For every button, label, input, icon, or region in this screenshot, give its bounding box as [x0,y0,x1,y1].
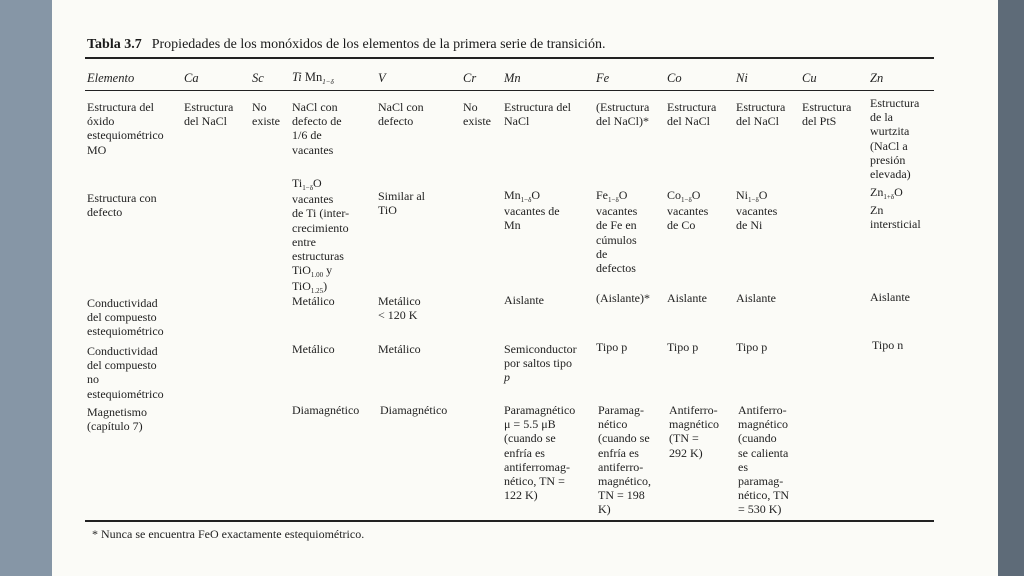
line: Tipo p [736,340,768,354]
header-ca: Ca [184,71,199,85]
line: Similar al [378,189,425,203]
formula-base: Ni [736,188,748,202]
row2-v [378,189,425,217]
line: estequiométrico [87,128,164,143]
line: presión [870,152,906,167]
line: por saltos tipo [504,356,572,371]
line: Metálico [292,294,335,308]
row1-ni [736,100,785,128]
formula-base: Mn [504,188,521,202]
formula [667,188,708,204]
line: enfría es [504,445,545,460]
header-ti-extra-sub: 1−δ [322,78,334,86]
line: Aislante [504,293,544,307]
row3-fe [596,291,650,305]
line: defecto [87,205,123,220]
line: K) [598,502,611,517]
line: 292 K) [669,445,703,460]
formula-base: TiO [292,263,311,278]
line: No [252,100,267,114]
row3-co [667,291,707,305]
line: Antiferro- [738,403,787,417]
line: del NaCl [184,114,227,129]
line: nético [598,417,628,432]
line: p [504,370,510,385]
line: existe [252,114,280,129]
row1-ca [184,100,233,128]
row1-mn [504,100,571,128]
line: antiferro- [598,459,644,474]
line: vacantes [736,204,778,219]
row3-v [378,294,421,322]
line: Aislante [736,291,776,305]
line: No [463,100,478,114]
line: defectos [596,261,636,276]
header-co: Co [667,71,682,85]
line: Aislante [667,291,707,305]
line: magnético [738,417,788,432]
document-page [52,0,998,576]
line: 122 K) [504,488,538,503]
line: nético, TN = [504,474,565,489]
line: de la [870,110,893,125]
line: intersticial [870,217,921,232]
formula-end: ) [323,279,328,294]
formula-sub: 1−δ [520,196,532,204]
formula-end: O [531,188,541,202]
line: magnético, [598,474,651,489]
line: Metálico [292,342,335,356]
line: Paramagnético [504,403,576,417]
header-sc: Sc [252,71,264,85]
header-fe: Fe [596,71,610,85]
row3-label [87,296,164,339]
formula-sub: 1+δ [883,193,895,201]
formula-base: Co [667,188,682,202]
line: estequiométrico [87,324,164,339]
row5-fe [598,403,651,517]
line: Semiconductor [504,342,577,356]
line: Antiferro- [669,403,718,417]
header-elemento: Elemento [87,71,135,85]
line: Estructura del [87,100,154,114]
line: Estructura [802,100,852,114]
row2-ti [292,176,349,296]
formula-end: O [313,176,322,190]
line: estructuras [292,249,344,264]
formula [292,263,349,279]
line: μ = 5.5 μB [504,417,556,432]
formula-sub: 1−δ [302,184,313,192]
formula-end: O [618,188,628,202]
top-rule [85,57,934,59]
line: vacantes [596,204,638,219]
row4-fe [596,340,627,354]
line: Estructura [667,100,717,114]
line: Metálico [378,342,421,356]
formula [736,188,777,204]
formula-sub: 1−δ [681,196,692,204]
row2-zn [870,185,921,232]
line: NaCl con [378,100,424,114]
line: Estructura con [87,191,157,205]
line: Estructura [184,100,234,114]
formula-base: Fe [596,188,608,202]
line: del compuesto [87,310,157,325]
line: defecto de [292,114,342,129]
formula-end: O [758,188,768,202]
footnote: * Nunca se encuentra FeO exactamente estequiométrico. [92,527,365,541]
formula [292,176,349,192]
row5-ni [738,403,789,517]
header-ti [292,70,334,86]
row1-ti [292,100,342,157]
row5-v [380,403,447,417]
row4-ni [736,340,767,354]
row3-ni [736,291,776,305]
row1-fe [596,100,649,128]
line: TiO [378,203,397,218]
line: Paramag- [598,403,644,417]
table-title [87,37,605,53]
line: Diamagnético [380,403,448,417]
line: es [738,459,748,474]
line: de Ni [736,218,763,233]
line: Mn [504,218,521,233]
header-mn: Mn [504,71,521,85]
line: = 530 K) [738,502,782,517]
formula-sub: 1.00 [310,271,324,280]
row1-co [667,100,716,128]
row4-co [667,340,698,354]
line: de Co [667,218,696,233]
line: del NaCl)* [596,114,649,129]
line: wurtzita [870,124,910,139]
row5-label [87,405,147,433]
row2-mn [504,188,560,233]
line: Diamagnético [292,403,360,417]
line: NaCl [504,114,530,129]
line: enfría es [598,445,639,460]
row4-ti [292,342,335,356]
row3-mn [504,293,544,307]
row1-sc [252,100,280,128]
bottom-rule [85,520,934,522]
line: 1/6 de [292,128,322,143]
formula-sub: 1−δ [608,196,619,204]
row1-cu [802,100,851,128]
line: TN = 198 [598,488,645,503]
line: vacantes de [504,204,560,219]
line: nético, TN [738,488,790,503]
formula-end: y [323,263,333,278]
row5-ti [292,403,359,417]
row4-mn [504,342,577,385]
header-rule [85,90,934,91]
line: magnético [669,417,719,432]
row1-v [378,100,424,128]
formula [870,185,921,201]
line: Conductividad [87,296,158,310]
line: elevada) [870,167,911,182]
line: entre [292,234,316,249]
line: vacantes [292,142,334,157]
line: del PtS [802,114,837,129]
line: Metálico [378,294,421,308]
row2-label [87,191,157,219]
row3-zn [870,290,910,304]
line: defecto [378,114,414,129]
header-ti-label: Ti [292,70,302,84]
row2-ni [736,188,777,233]
formula-end: O [691,188,701,202]
line: (TN = [669,431,699,446]
row2-co [667,188,708,233]
line: Estructura [870,96,920,110]
header-zn: Zn [870,71,884,85]
row3-ti [292,294,335,308]
line: Magnetismo [87,405,147,419]
table-caption: Propiedades de los monóxidos de los elementos de la primera serie de transición. [151,37,606,52]
left-sidebar-bar [0,0,52,576]
row2-fe [596,188,637,275]
formula-sub: 1−δ [748,196,759,204]
line: Conductividad [87,344,158,358]
line: del NaCl [736,114,779,129]
formula-base: Ti [292,176,303,190]
line: Estructura del [504,100,571,114]
line: se calienta [738,445,789,460]
right-sidebar-bar [998,0,1024,576]
line: Tipo n [872,338,904,352]
line: óxido [87,114,115,129]
row4-label [87,344,164,401]
line: < 120 K [378,308,418,323]
line: existe [463,114,491,129]
line: paramag- [738,474,784,489]
row4-zn [872,338,903,352]
formula-end: O [894,185,903,199]
line: NaCl con [292,100,338,114]
line: (Aislante)* [596,291,650,305]
line: no [87,372,99,387]
line: (NaCl a [870,138,908,153]
line: Zn [870,203,884,218]
line: (cuando se [504,431,556,446]
formula [504,188,560,204]
line: (capítulo 7) [87,419,143,434]
header-v: V [378,71,386,85]
line: de [596,246,608,261]
table-number: Tabla 3.7 [87,37,142,52]
line: de Fe en [596,218,637,233]
line: (cuando se [598,431,650,446]
row1-label [87,100,164,157]
line: MO [87,142,107,157]
line: (cuando [738,431,777,446]
header-cu: Cu [802,71,817,85]
line: cúmulos [596,232,637,247]
line: estequiométrico [87,386,164,401]
formula-base: Zn [870,185,884,199]
header-ti-extra: Mn [304,70,323,84]
line: Estructura [736,100,786,114]
line: (Estructura [596,100,650,114]
header-ni: Ni [736,71,748,85]
row1-zn [870,96,919,181]
line: del compuesto [87,358,157,373]
line: del NaCl [667,114,710,129]
line: vacantes [667,204,709,219]
row5-co [669,403,719,460]
formula-base: TiO [292,279,311,294]
row5-mn [504,403,575,502]
line: Tipo p [596,340,628,354]
line: antiferromag- [504,459,570,474]
line: Tipo p [667,340,699,354]
line: crecimiento [292,220,349,235]
formula [596,188,637,204]
line: vacantes [292,192,334,207]
row4-v [378,342,421,356]
line: de Ti (inter- [292,206,350,221]
line: Aislante [870,290,910,304]
formula-sub: 1.25 [310,287,324,296]
header-cr: Cr [463,71,477,85]
row1-cr [463,100,491,128]
